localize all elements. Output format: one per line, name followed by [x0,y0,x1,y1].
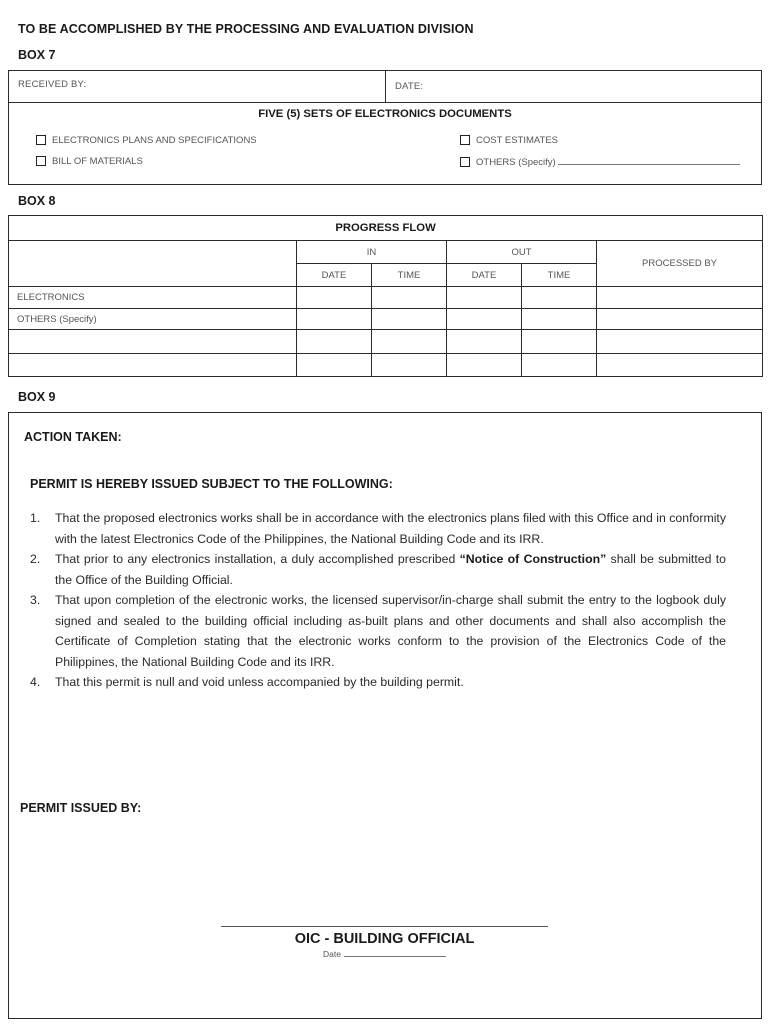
list-item [30,590,726,672]
table-row [9,354,763,377]
action-taken-label: ACTION TAKEN: [24,430,122,444]
item-text: That upon completion of the electronic works, the licensed supervisor/in-charge shall submit the entry to the logbook duly signed and sealed to the building official including as-built plans and other documents and shall also accomplish the Certificate of Completion stating that the electronic works conform to the provision of the Electronics Code of the Philippines, the National Building Code and its IRR. [55,593,726,669]
date-label: DATE: [395,81,424,92]
out-time-cell[interactable] [522,354,597,377]
received-by-label: RECEIVED BY: [18,79,87,90]
table-row [9,287,763,309]
item-number: 1. [30,511,41,525]
box9-label: BOX 9 [18,390,56,404]
item-number: 4. [30,675,41,689]
item-number: 3. [30,593,41,607]
in-date-cell[interactable] [297,330,372,354]
row-label: ELECTRONICS [9,287,297,309]
item-text: That this permit is null and void unless accompanied by the building permit. [55,675,464,689]
checkbox-row-plans[interactable] [36,135,257,146]
in-date-cell[interactable] [297,287,372,309]
box8-label: BOX 8 [18,194,56,208]
progress-flow-title: PROGRESS FLOW [9,216,763,241]
item-text: That prior to any electronics installation, a duly accomplished prescribed [55,552,460,566]
in-header: IN [297,241,447,264]
box7-label: BOX 7 [18,48,56,62]
permit-issued-by-label: PERMIT ISSUED BY: [20,801,142,815]
out-date-cell[interactable] [447,309,522,330]
in-time-cell[interactable] [372,354,447,377]
table-row [9,330,763,354]
checkbox[interactable] [36,156,46,166]
out-time-cell[interactable] [522,309,597,330]
item-number: 2. [30,552,41,566]
processed-by-header: PROCESSED BY [597,241,763,287]
list-item [30,508,726,549]
out-time-cell[interactable] [522,287,597,309]
signature-date [221,949,548,959]
out-date-header: DATE [447,264,522,287]
out-date-cell[interactable] [447,287,522,309]
item-text: That the proposed electronics works shall be in accordance with the electronics plans filed with this Office and in conformity with the latest Electronics Code of the Philippines, the National Building Code and its IRR. [55,511,726,546]
checkbox-label: ELECTRONICS PLANS AND SPECIFICATIONS [52,135,257,146]
box7-divider [9,102,761,103]
out-header: OUT [447,241,597,264]
processed-by-cell[interactable] [597,330,763,354]
out-time-cell[interactable] [522,330,597,354]
list-item [30,549,726,590]
row-label: OTHERS (Specify) [9,309,297,330]
in-time-cell[interactable] [372,309,447,330]
row-label[interactable] [9,330,297,354]
item-text: shall be submitted to the Office of the Building Official. [55,552,727,587]
date-line[interactable] [344,949,446,957]
processed-by-cell[interactable] [597,354,763,377]
checkbox-label: BILL OF MATERIALS [52,156,143,167]
permit-subject-heading: PERMIT IS HEREBY ISSUED SUBJECT TO THE FOLLOWING: [30,477,393,491]
table-row [9,309,763,330]
out-date-cell[interactable] [447,330,522,354]
checkbox[interactable] [36,135,46,145]
in-date-cell[interactable] [297,309,372,330]
date-label: Date [323,949,341,959]
official-title: OIC - BUILDING OFFICIAL [294,931,475,947]
processed-by-cell[interactable] [597,287,763,309]
in-time-cell[interactable] [372,330,447,354]
notice-of-construction-text: “Notice of Construction” [459,552,607,566]
in-time-header: TIME [372,264,447,287]
in-date-header: DATE [297,264,372,287]
permit-conditions-list [30,508,726,693]
row-label[interactable] [9,354,297,377]
form-section-header: TO BE ACCOMPLISHED BY THE PROCESSING AND EVALUATION DIVISION [18,22,474,36]
out-date-cell[interactable] [447,354,522,377]
checkbox-label: COST ESTIMATES [476,135,558,146]
checkbox-row-bom[interactable] [36,156,143,167]
specify-line[interactable] [558,156,740,165]
box9 [8,412,762,1019]
list-item [30,672,726,693]
checkbox-row-others[interactable] [460,156,740,168]
processed-by-cell[interactable] [597,309,763,330]
out-time-header: TIME [522,264,597,287]
checkbox-label: OTHERS (Specify) [476,157,556,168]
checkbox[interactable] [460,135,470,145]
progress-flow-table [8,215,763,377]
in-time-cell[interactable] [372,287,447,309]
signature-line[interactable] [221,926,548,927]
box7-title: FIVE (5) SETS OF ELECTRONICS DOCUMENTS [258,108,512,120]
checkbox[interactable] [460,157,470,167]
box7 [8,70,762,185]
checkbox-row-cost[interactable] [460,135,558,146]
box7-vertical-divider [385,71,386,102]
table-header-blank [9,241,297,287]
in-date-cell[interactable] [297,354,372,377]
